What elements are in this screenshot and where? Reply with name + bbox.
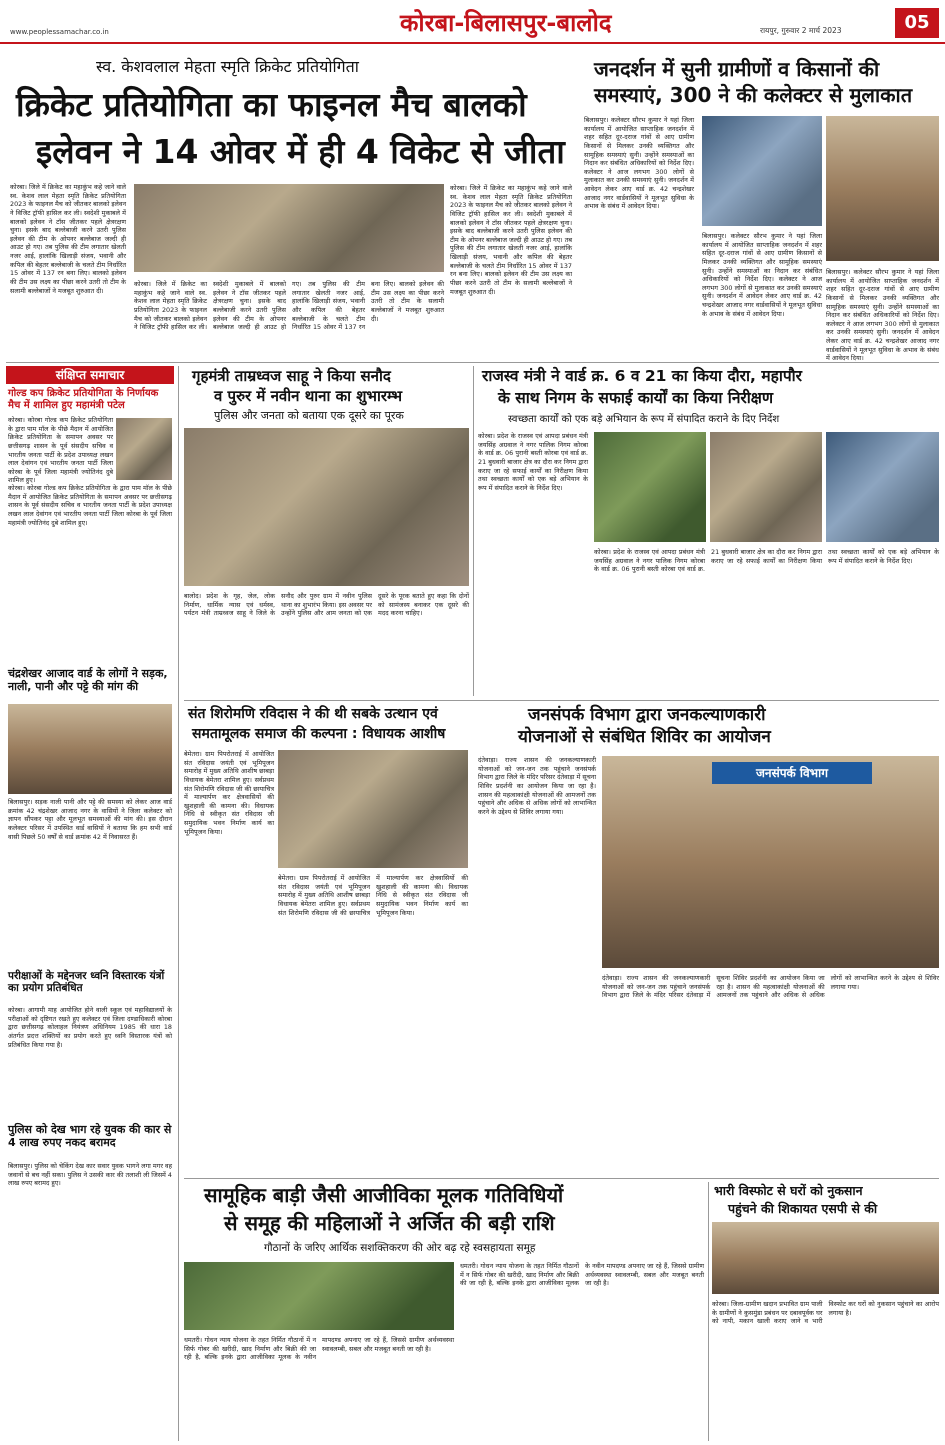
story-revenue-subhead: स्वच्छता कार्यों को एक बड़े अभियान के रूप में संपादित कराने के दिए निर्देश <box>508 414 780 425</box>
cricket-team-photo <box>134 184 444 272</box>
story-ravidas <box>184 704 469 1174</box>
website-url[interactable]: www.peoplessamachar.co.in <box>10 28 109 36</box>
story-jansampark <box>478 704 939 1174</box>
story-police-subhead: पुलिस और जनता को बताया एक दूसरे का पूरक <box>214 409 404 422</box>
story-ravidas-headline-2: समतामूलक समाज की कल्पना : विधायक आशीष <box>192 726 446 742</box>
jansampark-photo <box>602 756 939 968</box>
brief-item2-headline: चंद्रशेखर आजाद वार्ड के लोगों ने सड़क, नाली, पानी और पट्टे की मांग की <box>8 667 168 693</box>
revenue-photo-3 <box>826 432 939 542</box>
story-revenue-headline-2: के साथ निगम के सफाई कार्यों का किया निरीक्षण <box>498 389 774 407</box>
masthead <box>0 0 945 44</box>
story-badi-headline-2: से समूह की महिलाओं ने अर्जित की बड़ी राशि <box>224 1211 555 1235</box>
story-ravidas-body-2: बेमेतरा। ग्राम पिपरोतराई में आयोजित संत रविदास जयंती एवं भूमिपूजन समारोह में मुख्य अतिथि आशीष छाबड़ा विधायक बेमेतरा शामिल हुए। सर्वप्रथम संत शिरोमणि रविदास जी की छायाचित्र में माल्यार्पण कर क्षेत्रवासियों की खुशहाली की कामना की। विधायक निधि से स्वीकृत संत रविदास जी समुदायिक भवन निर्माण कार्य का भूमिपूजन किया। <box>278 874 468 917</box>
story-jandarshan <box>584 57 939 363</box>
story-jandarshan-body: बिलासपुर। कलेक्टर सौरभ कुमार ने यहां जिला कार्यालय में आयोजित साप्ताहिक जनदर्शन में शहर सहित दूर-दराज गांवों से आए ग्रामीण किसानों से मिलकर उनकी व्यक्तिगत और सामूहिक समस्याएं सुनी। उन्होंने समस्याओं का निदान कर संबंधित अधिकारियों को निर्देश दिए। कलेक्टर ने आज लगभग 300 लोगों से मुलाकात कर उनकी समस्याएं सुनी। जनदर्शन में आवेदन लेकर आए वार्ड क्र. 42 चन्द्रशेखर आजाद नगर वार्डवासियों ने मूलभूत सुविधा के अभाव के संबंध में आवेदन दिया। <box>584 116 694 211</box>
divider-h1 <box>6 362 939 363</box>
story-jandarshan-headline-2: समस्याएं, 300 ने की कलेक्टर से मुलाकात <box>594 83 913 107</box>
story-cricket-headline-2: इलेवन ने 14 ओवर में ही 4 विकेट से जीता <box>36 132 565 171</box>
story-police-headline-1: गृहमंत्री ताम्रध्वज साहू ने किया सनौद <box>192 367 391 385</box>
dateline: रायपुर, गुरुवार 2 मार्च 2023 <box>760 26 842 35</box>
story-ravidas-body: बेमेतरा। ग्राम पिपरोतराई में आयोजित संत रविदास जयंती एवं भूमिपूजन समारोह में मुख्य अतिथि आशीष छाबड़ा विधायक बेमेतरा शामिल हुए। सर्वप्रथम संत शिरोमणि रविदास जी की छायाचित्र में माल्यार्पण कर क्षेत्रवासियों की खुशहाली की कामना की। विधायक निधि से स्वीकृत संत रविदास जी समुदायिक भवन निर्माण कार्य का भूमिपूजन किया। <box>184 750 274 836</box>
story-cricket <box>6 58 576 358</box>
jandarshan-photo-2 <box>826 116 939 261</box>
brief-item1-headline: गोल्ड कप क्रिकेट प्रतियोगिता के निर्णायक मैच में शामिल हुए महामंत्री पटेल <box>8 388 159 411</box>
jandarshan-photo-1 <box>702 116 822 226</box>
brief-item4-headline: पुलिस को देख भाग रहे युवक की कार से 4 लाख रुपए नकद बरामद <box>8 1123 172 1149</box>
brief-item1-photo <box>116 418 172 480</box>
brief-news-column <box>6 366 174 1441</box>
brief-item3-body: कोरबा। आगामी माह आयोजित होने वाली स्कूल एवं महाविद्यालयों के परीक्षाओं को दृष्टिगत रखते हुए कलेक्टर एवं जिला दण्डाधिकारी कोरबा द्वारा छत्तीसगढ़ कोलाहल नियंत्रण अधिनियम 1985 की धारा 18 अंतर्गत प्रदत्त शक्तियों का प्रयोग करते हुए ध्वनि विस्तारक यंत्रों को प्रतिबंधित किया गया है। <box>8 1006 172 1049</box>
badi-photo <box>184 1262 454 1330</box>
section-title: कोरबा-बिलासपुर-बालोद <box>400 9 612 37</box>
story-revenue-headline-1: राजस्व मंत्री ने वार्ड क्र. 6 व 21 का किया दौरा, महापौर <box>482 367 802 385</box>
story-blast-headline-1: भारी विस्फोट से घरों को नुकसान <box>714 1183 863 1198</box>
divider-h3 <box>184 1178 939 1179</box>
story-jandarshan-body-2: बिलासपुर। कलेक्टर सौरभ कुमार ने यहां जिला कार्यालय में आयोजित साप्ताहिक जनदर्शन में शहर सहित दूर-दराज गांवों से आए ग्रामीण किसानों से मिलकर उनकी व्यक्तिगत और सामूहिक समस्याएं सुनी। उन्होंने समस्याओं का निदान कर संबंधित अधिकारियों को निर्देश दिए। कलेक्टर ने आज लगभग 300 लोगों से मुलाकात कर उनकी समस्याएं सुनी। जनदर्शन में आवेदन लेकर आए वार्ड क्र. 42 चन्द्रशेखर आजाद नगर वार्डवासियों ने मूलभूत सुविधा के अभाव के संबंध में आवेदन दिया। <box>702 232 823 318</box>
story-jansampark-body: दंतेवाड़ा। राज्य शासन की जनकल्याणकारी योजनाओं को जन-जन तक पहुंचाने जनसंपर्क विभाग द्वारा जिले के मंदिर परिसर दंतेवाड़ा में सूचना शिविर प्रदर्शनी का आयोजन किया जा रहा है। शासन की महत्वाकांक्षी योजनाओं की आमजनों तक पहुंचाने और अधिक से अधिक लोगों को लाभान्वित करने के उद्देश्य से शिविर लगाया गया। <box>478 756 596 816</box>
jansampark-banner: जनसंपर्क विभाग <box>712 762 872 784</box>
story-badi-body-2: धमतरी। गोधन न्याय योजना के तहत निर्मित गौठानों में न सिर्फ गोबर की खरीदी, खाद निर्माण और बिक्री की जा रही है, बल्कि इनके द्वारा आजीविका मूलक के नवीन मापदण्ड अपनाए जा रहे हैं, जिससे ग्रामीण अर्थव्यवस्था स्वावलम्बी, सबल और मजबूत बनती जा रही है। <box>460 1262 704 1288</box>
story-blast <box>712 1182 939 1441</box>
brief-item4-body: बिलासपुर। पुलिस को चेकिंग देख कार सवार युवक भागने लगा मगर वह जवानों से बच नहीं सका। पुलिस ने उसकी कार की तलाशी ली जिसमें 4 लाख रुपए बरामद हुए। <box>8 1162 172 1188</box>
ravidas-photo <box>278 750 468 868</box>
brief-news-label: संक्षिप्त समाचार <box>6 366 174 384</box>
story-badi-headline-1: सामूहिक बाड़ी जैसी आजीविका मूलक गतिविधियों <box>204 1183 564 1207</box>
story-jansampark-body-2: दंतेवाड़ा। राज्य शासन की जनकल्याणकारी योजनाओं को जन-जन तक पहुंचाने जनसंपर्क विभाग द्वारा जिले के मंदिर परिसर दंतेवाड़ा में सूचना शिविर प्रदर्शनी का आयोजन किया जा रहा है। शासन की महत्वाकांक्षी योजनाओं की आमजनों तक पहुंचाने और अधिक से अधिक लोगों को लाभान्वित करने के उद्देश्य से शिविर लगाया गया। <box>602 974 939 1000</box>
story-cricket-body-3: कोरबा। जिले में क्रिकेट का महाकुंभ कहे जाने वाले स्व. केशव लाल मेहता स्मृति क्रिकेट प्रतियोगिता 2023 के फाइनल मैच को जीतकर बालको इलेवन ने विजिट ट्रॉफी हासिल कर ली। स्वदेशी मुकाबले में बालको इलेवन ने टॉस जीतकर पहले क्षेत्ररक्षण चुना। इसके बाद बल्लेबाजी करने उतरी पुलिस इलेवन की टीम के ओपनर बल्लेबाज जल्दी ही आउट हो गए। तब पुलिस की टीम लगातार खेलती नजर आई, हालांकि खिलाड़ी संजय, भवानी और कपिल की बेहतर बल्लेबाजी के चलते टीम निर्धारित 15 ओवर में 137 रन बना लिए। बालको इलेवन की टीम उस लक्ष्य का पीछा करने उतरी तो टीम के सलामी बल्लेबाजों ने मजबूत शुरुआत दी। <box>450 184 572 296</box>
story-jandarshan-headline-1: जनदर्शन में सुनी ग्रामीणों व किसानों की <box>594 57 880 81</box>
brief-item2-body: बिलासपुर। सड़क नाली पानी और पट्टे की समस्या को लेकर आज वार्ड क्रमांक 42 चंद्रशेखर आजाद नगर के वासियों ने जिला कलेक्टर को ज्ञापन सौंपकर पट्टा और मूलभूत समस्याओं की मांग की। इस दौरान कलेक्टर परिसर में उपस्थित वार्ड वासियों ने बताया कि हम सभी वार्ड वासी पिछले 50 वर्षों से वार्ड क्रमांक 42 में निवासरत हैं। <box>8 798 172 841</box>
blast-photo <box>712 1222 939 1294</box>
revenue-photo-2 <box>710 432 822 542</box>
brief-item3-headline: परीक्षाओं के मद्देनजर ध्वनि विस्तारक यंत्रों का प्रयोग प्रतिबंधित <box>8 970 165 995</box>
story-jansampark-headline-1: जनसंपर्क विभाग द्वारा जनकल्याणकारी <box>528 705 766 725</box>
revenue-photo-1 <box>594 432 706 542</box>
page-number: 05 <box>895 8 939 38</box>
story-blast-body: कोरबा। जिला-ग्रामीण खदान प्रभावित ग्राम पाली के ग्रामीणों ने कुसमुंडा प्रबंधन पर दबावपूर्वक घर को नापी, मकान खाली कराए जाने व भारी विस्फोट कर घरों को नुकसान पहुंचाने का आरोप लगाया है। <box>712 1300 939 1326</box>
story-jansampark-headline-2: योजनाओं से संबंधित शिविर का आयोजन <box>518 727 771 747</box>
story-badi-subhead: गौठानों के जरिए आर्थिक सशक्तिकरण की ओर बढ़ रहे स्वसहायता समूह <box>264 1242 536 1254</box>
story-revenue-body: कोरबा। प्रदेश के राजस्व एवं आपदा प्रबंधन मंत्री जयसिंह अग्रवाल ने नगर पालिक निगम कोरबा के वार्ड क्र. 06 पुरानी बस्ती कोरबा एवं वार्ड क्र. 21 बुधवारी बाजार क्षेत्र का दौरा कर निगम द्वारा कराए जा रहे सफाई कार्यों का निरीक्षण किया तथा स्वच्छता कार्यों को एक बड़े अभियान के रूप में संपादित कराने के निर्देश दिए। <box>478 432 588 492</box>
story-ravidas-headline-1: संत शिरोमणि रविदास ने की थी सबके उत्थान एवं <box>188 706 438 722</box>
ribbon-cutting-photo <box>184 428 469 586</box>
story-police-station <box>184 366 469 696</box>
story-police-headline-2: व पुरुर में नवीन थाना का शुभारम्भ <box>214 387 403 405</box>
story-police-body: बालोद। प्रदेश के गृह, जेल, लोक निर्माण, धार्मिक न्यास एवं धर्मस्व, पर्यटन मंत्री ताम्रध्वज साहू ने जिले के सनौद और पुरुर ग्राम में नवीन पुलिस थाना का शुभारंभ किया। इस अवसर पर उन्होंने पुलिस और आम जनता को एक दूसरे के पूरक बताते हुए कहा कि दोनों को सामंजस्य बनाकर एक दूसरे की मदद करना चाहिए। <box>184 592 469 618</box>
brief-item1-body-2: कोरबा। कोरबा गोल्ड कप क्रिकेट प्रतियोगिता के द्वारा पाम मॉल के पीछे मैदान में आयोजित क्रिकेट प्रतियोगिता के समापन अवसर पर छत्तीसगढ़ शासन के पूर्व संसदीय सचिव व भारतीय जनता पार्टी के प्रदेश उपाध्यक्ष लखन लाल देवांगन एवं भारतीय जनता पार्टी जिला कोरबा के पूर्व जिला महामंत्री ज्योतिनंद दुबे शामिल हुए। <box>8 484 172 527</box>
story-revenue-body-2: कोरबा। प्रदेश के राजस्व एवं आपदा प्रबंधन मंत्री जयसिंह अग्रवाल ने नगर पालिक निगम कोरबा के वार्ड क्र. 06 पुरानी बस्ती कोरबा एवं वार्ड क्र. 21 बुधवारी बाजार क्षेत्र का दौरा कर निगम द्वारा कराए जा रहे सफाई कार्यों का निरीक्षण किया तथा स्वच्छता कार्यों को एक बड़े अभियान के रूप में संपादित कराने के निर्देश दिए। <box>594 548 939 574</box>
brief-item1-body: कोरबा। कोरबा गोल्ड कप क्रिकेट प्रतियोगिता के द्वारा पाम मॉल के पीछे मैदान में आयोजित क्रिकेट प्रतियोगिता के समापन अवसर पर छत्तीसगढ़ शासन के पूर्व संसदीय सचिव व भारतीय जनता पार्टी के प्रदेश उपाध्यक्ष लखन लाल देवांगन एवं भारतीय जनता पार्टी जिला कोरबा के पूर्व जिला महामंत्री ज्योतिनंद दुबे शामिल हुए। <box>8 416 113 485</box>
story-cricket-body-2: कोरबा। जिले में क्रिकेट का महाकुंभ कहे जाने वाले स्व. केशव लाल मेहता स्मृति क्रिकेट प्रतियोगिता 2023 के फाइनल मैच को जीतकर बालको इलेवन ने विजिट ट्रॉफी हासिल कर ली। स्वदेशी मुकाबले में बालको इलेवन ने टॉस जीतकर पहले क्षेत्ररक्षण चुना। इसके बाद बल्लेबाजी करने उतरी पुलिस इलेवन की टीम के ओपनर बल्लेबाज जल्दी ही आउट हो गए। तब पुलिस की टीम लगातार खेलती नजर आई, हालांकि खिलाड़ी संजय, भवानी और कपिल की बेहतर बल्लेबाजी के चलते टीम निर्धारित 15 ओवर में 137 रन बना लिए। बालको इलेवन की टीम उस लक्ष्य का पीछा करने उतरी तो टीम के सलामी बल्लेबाजों ने मजबूत शुरुआत दी। <box>134 280 444 332</box>
story-samuhik-badi <box>184 1182 704 1441</box>
brief-item2-photo <box>8 704 172 794</box>
story-blast-headline-2: पहुंचने की शिकायत एसपी से की <box>728 1201 878 1216</box>
divider-v3 <box>708 1182 709 1441</box>
story-badi-body: धमतरी। गोधन न्याय योजना के तहत निर्मित गौठानों में न सिर्फ गोबर की खरीदी, खाद निर्माण और बिक्री की जा रही है, बल्कि इनके द्वारा आजीविका मूलक के नवीन मापदण्ड अपनाए जा रहे हैं, जिससे ग्रामीण अर्थव्यवस्था स्वावलम्बी, सबल और मजबूत बनती जा रही है। <box>184 1336 454 1362</box>
divider-v2 <box>473 366 474 696</box>
story-cricket-headline-1: क्रिकेट प्रतियोगिता का फाइनल मैच बालको <box>16 85 527 124</box>
divider-h2 <box>184 700 939 701</box>
story-cricket-body: कोरबा। जिले में क्रिकेट का महाकुंभ कहे जाने वाले स्व. केशव लाल मेहता स्मृति क्रिकेट प्रतियोगिता 2023 के फाइनल मैच को जीतकर बालको इलेवन ने विजिट ट्रॉफी हासिल कर ली। स्वदेशी मुकाबले में बालको इलेवन ने टॉस जीतकर पहले क्षेत्ररक्षण चुना। इसके बाद बल्लेबाजी करने उतरी पुलिस इलेवन की टीम के ओपनर बल्लेबाज जल्दी ही आउट हो गए। तब पुलिस की टीम लगातार खेलती नजर आई, हालांकि खिलाड़ी संजय, भवानी और कपिल की बेहतर बल्लेबाजी के चलते टीम निर्धारित 15 ओवर में 137 रन बना लिए। बालको इलेवन की टीम उस लक्ष्य का पीछा करने उतरी तो टीम के सलामी बल्लेबाजों ने मजबूत शुरुआत दी। <box>10 183 126 295</box>
story-cricket-kicker: स्व. केशवलाल मेहता स्मृति क्रिकेट प्रतियोगिता <box>96 57 359 76</box>
divider-v1 <box>178 366 179 1441</box>
story-revenue-minister <box>478 366 939 696</box>
story-jandarshan-body-3: बिलासपुर। कलेक्टर सौरभ कुमार ने यहां जिला कार्यालय में आयोजित साप्ताहिक जनदर्शन में शहर सहित दूर-दराज गांवों से आए ग्रामीण किसानों से मिलकर उनकी व्यक्तिगत और सामूहिक समस्याएं सुनी। उन्होंने समस्याओं का निदान कर संबंधित अधिकारियों को निर्देश दिए। कलेक्टर ने आज लगभग 300 लोगों से मुलाकात कर उनकी समस्याएं सुनी। जनदर्शन में आवेदन लेकर आए वार्ड क्र. 42 चन्द्रशेखर आजाद नगर वार्डवासियों ने मूलभूत सुविधा के अभाव के संबंध में आवेदन दिया। <box>826 268 939 363</box>
